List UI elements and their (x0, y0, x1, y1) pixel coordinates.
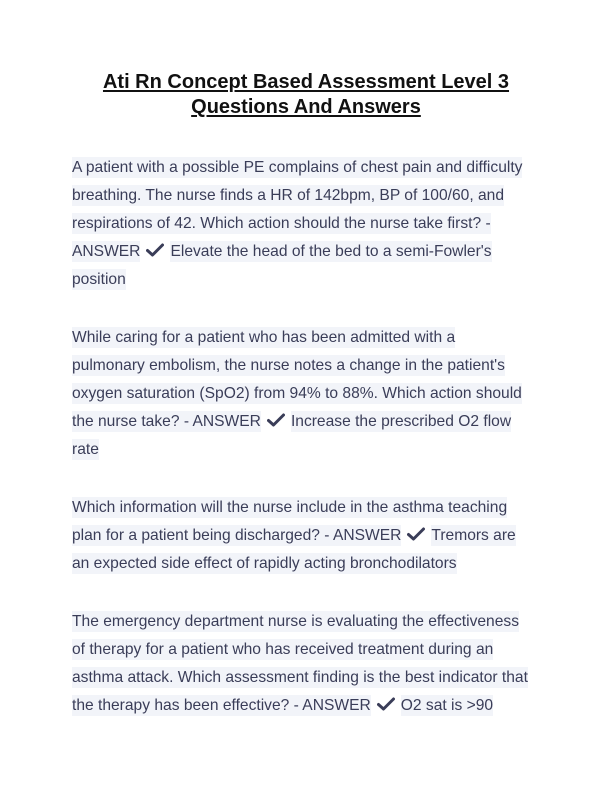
question-line: The emergency department nurse is evaluating the effectiveness (72, 613, 519, 630)
answer-text: O2 sat is >90 (400, 697, 494, 714)
answer-line: rate (72, 441, 99, 458)
question-line: asthma attack. Which assessment finding is the best indicator that (72, 669, 528, 686)
answer-line (72, 692, 550, 720)
answer-prefix: ANSWER (72, 243, 141, 260)
check-mark-icon (267, 413, 285, 427)
question-line: pulmonary embolism, the nurse notes a change in the patient's (72, 357, 505, 374)
check-mark-icon (146, 243, 164, 257)
qa-item-2 (72, 324, 550, 464)
answer-text: Increase the prescribed O2 flow (290, 413, 512, 430)
answer-text: Elevate the head of the bed to a semi-Fowler's (170, 243, 492, 260)
question-line: respirations of 42. Which action should the nurse take first? - (72, 215, 491, 232)
title-line-2: Questions And Answers (191, 96, 421, 118)
answer-line (72, 522, 550, 550)
question-line: While caring for a patient who has been admitted with a (72, 329, 456, 346)
question-line: oxygen saturation (SpO2) from 94% to 88%. Which action should (72, 385, 522, 402)
answer-prefix: plan for a patient being discharged? - ANSWER (72, 527, 402, 544)
question-line: breathing. The nurse finds a HR of 142bpm, BP of 100/60, and (72, 187, 505, 204)
answer-prefix: the nurse take? - ANSWER (72, 413, 261, 430)
document-title (60, 70, 552, 120)
qa-item-4 (72, 608, 550, 720)
answer-line: position (72, 271, 126, 288)
answer-prefix: the therapy has been effective? - ANSWER (72, 697, 371, 714)
check-mark-icon (377, 697, 395, 711)
question-line: A patient with a possible PE complains of chest pain and difficulty (72, 159, 523, 176)
answer-text: Tremors are (431, 527, 516, 544)
title-line-1: Ati Rn Concept Based Assessment Level 3 (102, 71, 510, 93)
check-mark-icon (407, 527, 425, 541)
question-line: Which information will the nurse include in the asthma teaching (72, 499, 508, 516)
question-line: of therapy for a patient who has received treatment during an (72, 641, 494, 658)
answer-line (72, 238, 550, 266)
answer-line (72, 408, 550, 436)
qa-item-1 (72, 154, 550, 294)
qa-item-3 (72, 494, 550, 578)
answer-line: an expected side effect of rapidly acting bronchodilators (72, 555, 457, 572)
